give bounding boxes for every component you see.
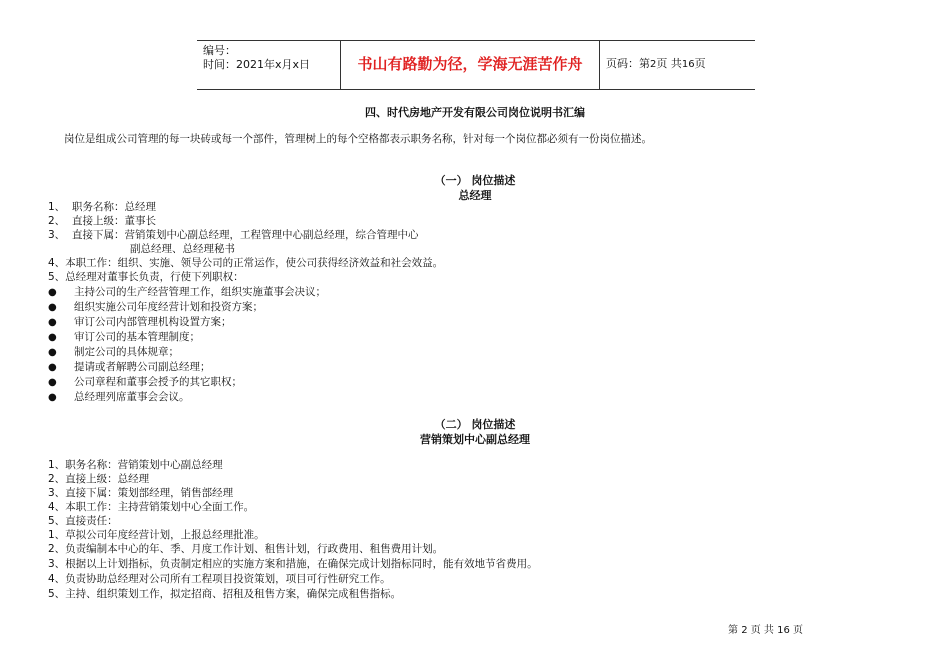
bullet-text: 组织实施公司年度经营计划和投资方案；	[74, 301, 263, 313]
bullet-item	[48, 331, 200, 344]
item-number: 4、	[48, 257, 66, 269]
bullet-text: 主持公司的生产经营管理工作，组织实施董事会决议；	[74, 286, 326, 298]
item-number: 1、	[48, 459, 66, 471]
item-number: 1、	[48, 529, 66, 541]
bullet-text: 提请或者解聘公司副总经理；	[74, 361, 211, 373]
item-number: 3、	[48, 229, 66, 241]
list-item	[48, 215, 156, 228]
bullet-text: 总经理列席董事会会议。	[74, 391, 190, 403]
bullet-icon: ●	[48, 362, 57, 373]
list-item	[48, 487, 233, 500]
bullet-icon: ●	[48, 332, 57, 343]
item-text: 本职工作：主持营销策划中心全面工作。	[65, 501, 255, 513]
list-item	[48, 573, 391, 586]
list-item-continuation	[130, 243, 235, 256]
list-item	[48, 558, 538, 571]
item-number: 4、	[48, 501, 66, 513]
document-title: 四、时代房地产开发有限公司岗位说明书汇编	[365, 106, 585, 119]
list-item	[48, 229, 419, 242]
item-number: 5、	[48, 515, 66, 527]
item-text: 本职工作：组织、实施、领导公司的正常运作，使公司获得经济效益和社会效益。	[65, 257, 444, 269]
list-item	[48, 459, 223, 472]
bullet-item	[48, 316, 232, 329]
intro-paragraph: 岗位是组成公司管理的每一块砖或每一个部件，管理树上的每个空格都表示职务名称，针对每一个岗位都必须有一份岗位描述。	[64, 133, 652, 145]
bullet-item	[48, 361, 211, 374]
header-page-suffix: 页	[694, 57, 706, 70]
item-text: 直接下属：策划部经理，销售部经理	[65, 487, 234, 499]
item-number: 2、	[48, 215, 66, 227]
item-number: 5、	[48, 271, 66, 283]
document-time-label: 时间：2021年x月x日	[203, 58, 311, 71]
bullet-text: 审订公司内部管理机构设置方案；	[74, 316, 232, 328]
item-text: 直接责任：	[65, 515, 118, 527]
section2-subheading: 营销策划中心副总经理	[420, 433, 530, 446]
item-text: 总经理对董事长负责，行使下列职权：	[65, 271, 244, 283]
list-item	[48, 473, 149, 486]
document-number-label: 编号：	[203, 44, 236, 57]
list-item	[48, 501, 254, 514]
list-item	[48, 515, 118, 528]
bullet-item	[48, 376, 242, 389]
bullet-text: 公司章程和董事会授予的其它职权；	[74, 376, 242, 388]
header-page-info	[600, 41, 755, 89]
bullet-item	[48, 301, 263, 314]
header-meta	[197, 41, 340, 89]
item-number: 2、	[48, 543, 66, 555]
item-number: 1、	[48, 201, 66, 213]
footer-total: 16	[777, 625, 790, 636]
item-text: 直接上级：董事长	[72, 215, 156, 227]
item-text: 职务名称：总经理	[72, 201, 156, 213]
bullet-item	[48, 346, 179, 359]
item-text: 负责编制本中心的年、季、月度工作计划、租售计划，行政费用、租售费用计划。	[65, 543, 444, 555]
footer-page-number: 2	[741, 625, 748, 636]
header-motto: 书山有路勤为径，学海无涯苦作舟	[340, 41, 600, 89]
bullet-item	[48, 286, 326, 299]
item-number: 3、	[48, 487, 66, 499]
section1-subheading: 总经理	[458, 189, 492, 202]
list-item	[48, 201, 156, 214]
item-number: 5、	[48, 588, 66, 600]
list-item	[48, 588, 401, 601]
item-text: 根据以上计划指标，负责制定相应的实施方案和措施，在确保完成计划指标同时，能有效地节省费用。	[65, 558, 538, 570]
footer-prefix: 第	[728, 625, 738, 636]
bullet-icon: ●	[48, 317, 57, 328]
footer-suffix: 页	[793, 625, 804, 636]
item-text: 职务名称：营销策划中心副总经理	[65, 459, 223, 471]
item-text: 副总经理、总经理秘书	[130, 243, 235, 255]
list-item	[48, 529, 265, 542]
item-text: 直接下属：营销策划中心副总经理，工程管理中心副总经理，综合管理中心	[72, 229, 419, 241]
item-number: 3、	[48, 558, 66, 570]
bullet-icon: ●	[48, 302, 57, 313]
header-page-total: 16	[681, 59, 695, 70]
list-item	[48, 271, 244, 284]
bullet-text: 审订公司的基本管理制度；	[74, 331, 200, 343]
section2-heading: （二） 岗位描述	[434, 418, 516, 431]
bullet-item	[48, 391, 190, 404]
item-text: 草拟公司年度经营计划，上报总经理批准。	[65, 529, 265, 541]
list-item	[48, 257, 443, 270]
footer-mid: 页 共	[750, 625, 774, 636]
list-item	[48, 543, 443, 556]
page-header	[197, 40, 755, 90]
page-footer	[728, 621, 803, 636]
item-text: 主持、组织策划工作，拟定招商、招租及租售方案，确保完成租售指标。	[65, 588, 402, 600]
header-page-mid: 页 共	[656, 57, 682, 70]
item-number: 2、	[48, 473, 66, 485]
bullet-icon: ●	[48, 392, 57, 403]
bullet-icon: ●	[48, 287, 57, 298]
item-number: 4、	[48, 573, 66, 585]
header-page-number: 2	[650, 59, 657, 70]
header-page-prefix: 页码：第	[606, 57, 650, 70]
item-text: 负责协助总经理对公司所有工程项目投资策划，项目可行性研究工作。	[65, 573, 391, 585]
item-text: 直接上级：总经理	[65, 473, 150, 485]
section1-heading: （一） 岗位描述	[434, 174, 516, 187]
bullet-text: 制定公司的具体规章；	[74, 346, 179, 358]
bullet-icon: ●	[48, 377, 57, 388]
bullet-icon: ●	[48, 347, 57, 358]
